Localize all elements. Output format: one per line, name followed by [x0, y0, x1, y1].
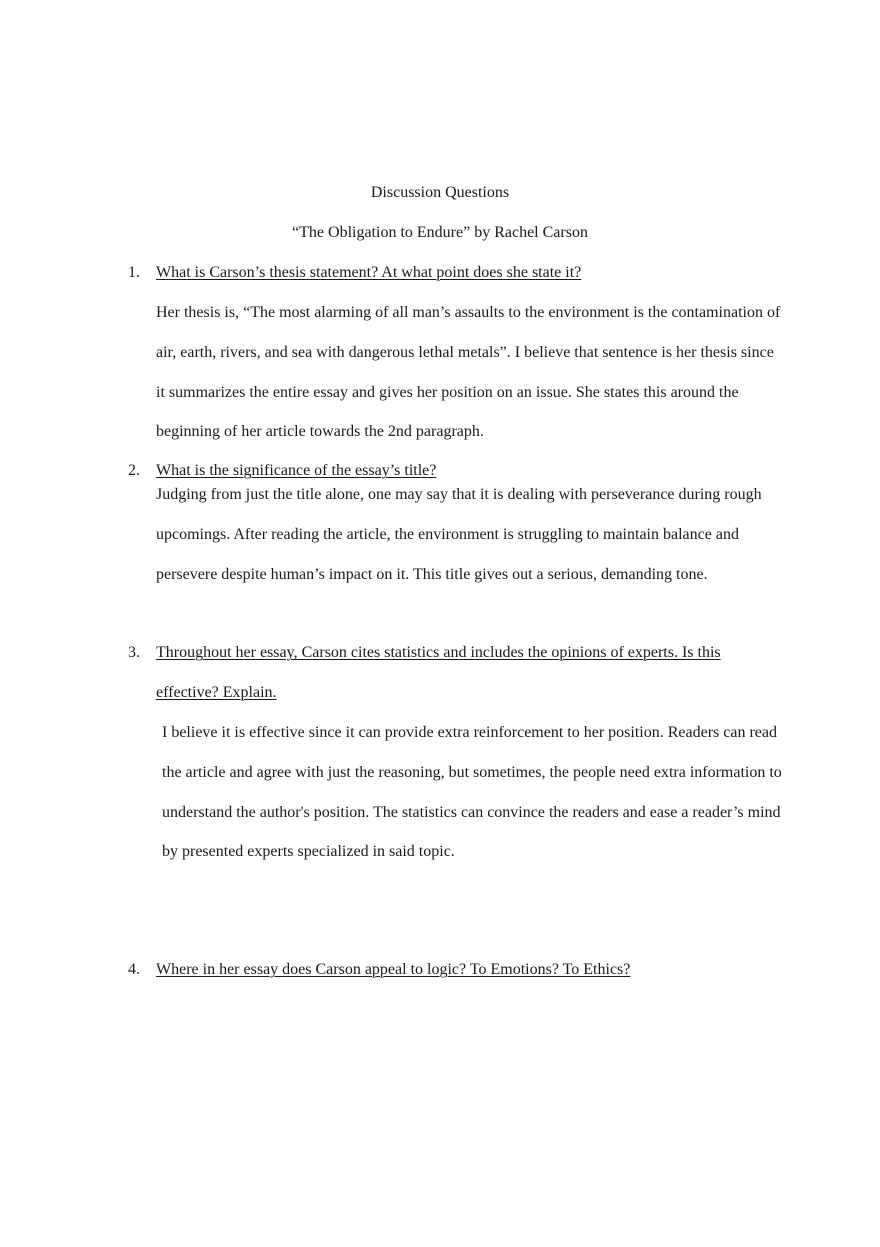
question-number: 3.	[128, 644, 140, 661]
answer-text: Judging from just the title alone, one may say that it is dealing with perseverance during rough upcomings. After reading the article, the environment is struggling to maintain balance and persevere despite human’s impact on it. This title gives out a serious, demanding tone.	[156, 486, 762, 583]
question-number: 1.	[128, 264, 140, 281]
answer-text: I believe it is effective since it can provide extra reinforcement to her position. Readers can read the article and agree with just the reasoning, but sometimes, the people need extra information to understand the author's position. The statistics can convince the readers and ease a reader’s mind by presented experts specialized in said topic.	[162, 724, 782, 861]
page-subtitle: “The Obligation to Endure” by Rachel Carson	[292, 224, 588, 241]
question-number: 4.	[128, 961, 140, 978]
question-text: Where in her essay does Carson appeal to logic? To Emotions? To Ethics?	[156, 961, 631, 978]
question-text: What is Carson’s thesis statement? At what point does she state it?	[156, 264, 582, 281]
page-title: Discussion Questions	[370, 184, 510, 201]
question-number: 2.	[128, 462, 140, 479]
question-text: Throughout her essay, Carson cites statistics and includes the opinions of experts. Is this effective? Explain.	[156, 644, 721, 701]
answer-text: Her thesis is, “The most alarming of all man’s assaults to the environment is the contamination of air, earth, rivers, and sea with dangerous lethal metals”. I believe that sentence is her thesis since it summarizes the entire essay and gives her position on an issue. She states this around the beginning of her article towards the 2nd paragraph.	[156, 304, 781, 441]
question-text: What is the significance of the essay’s title?	[156, 462, 437, 479]
